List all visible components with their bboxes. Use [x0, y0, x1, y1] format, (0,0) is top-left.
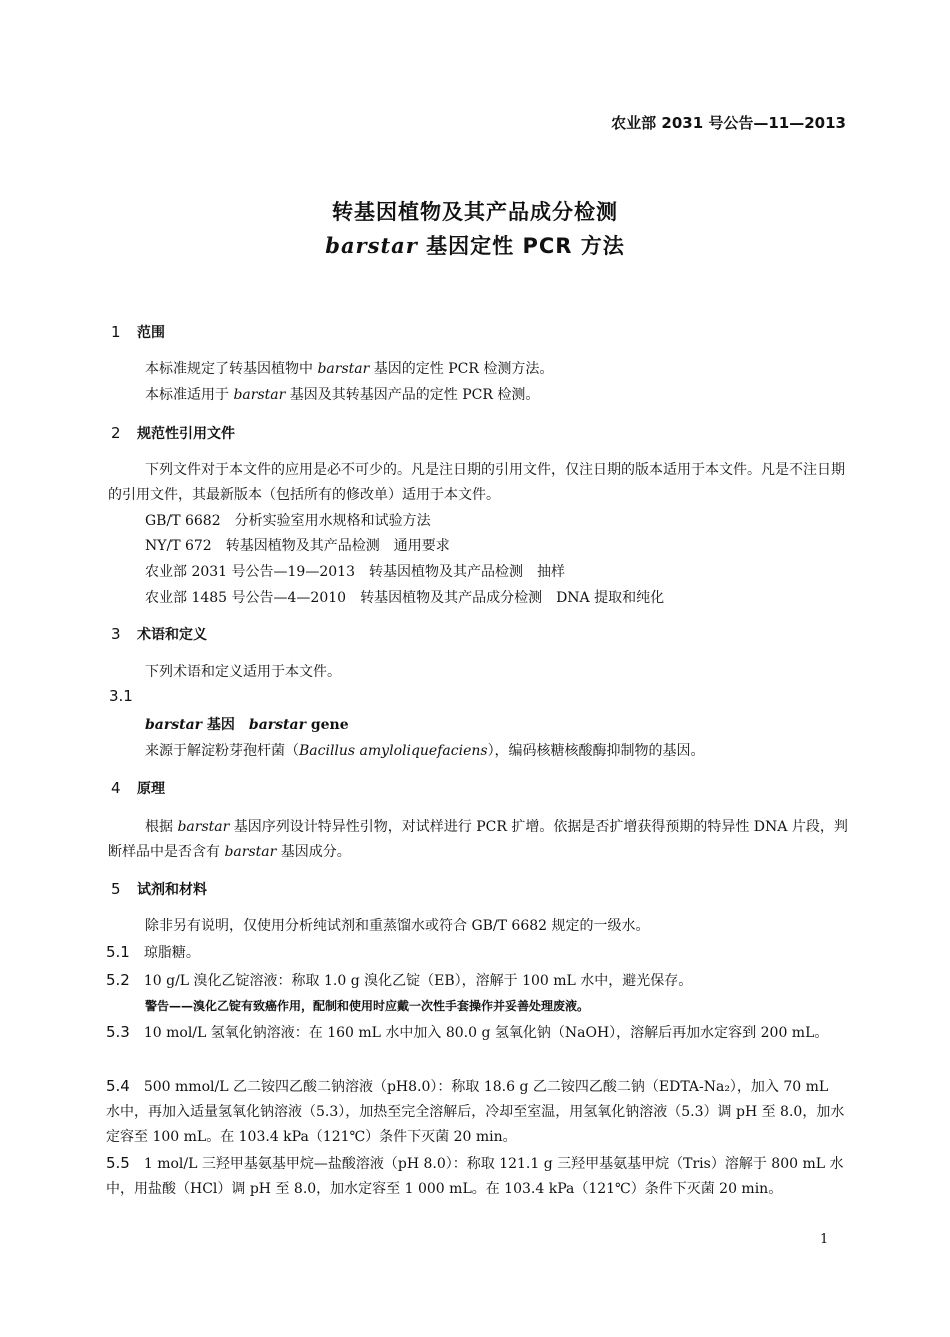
reference-item: GB/T 6682 分析实验室用水规格和试验方法 [145, 513, 431, 529]
title-line-1: 转基因植物及其产品成分检测 [332, 200, 618, 224]
reagent-item: 5.1 琼脂糖。 [106, 943, 200, 961]
term-definition: 来源于解淀粉芽孢杆菌（Bacillus amyloliquefaciens），编码核糖核酸酶抑制物的基因。 [145, 743, 705, 759]
section-5-heading: 5 试剂和材料 [111, 880, 207, 898]
warning-note: 警告——溴化乙锭有致癌作用，配制和使用时应戴一次性手套操作并妥善处理废液。 [145, 999, 590, 1013]
section-5-intro: 除非另有说明，仅使用分析纯试剂和重蒸馏水或符合 GB/T 6682 规定的一级水。 [145, 918, 650, 934]
section-3-paragraph: 下列术语和定义适用于本文件。 [145, 664, 341, 680]
reagent-item: 5.4 500 mmol/L 乙二铵四乙酸二钠溶液（pH8.0）：称取 18.6 g 乙二铵四乙酸二钠（EDTA-Na₂），加入 70 mL 水中，再加入适量氢氧化钠溶液（5.3），加热至完全溶解后，冷却至室温，用氢氧化钠溶液（5.3）调 pH 至 8.0，加水定容至 100 mL。在 103.4 kPa（121℃）条件下灭菌 20 min。 [106, 1077, 845, 1145]
section-2-paragraph: 下列文件对于本文件的应用是必不可少的。凡是注日期的引用文件，仅注日期的版本适用于本文件。凡是不注日期的引用文件，其最新版本（包括所有的修改单）适用于本文件。 [108, 462, 845, 503]
subsection-3-1-number: 3.1 [109, 687, 133, 705]
term-heading: barstar 基因 barstar gene [145, 717, 349, 733]
document-code: 农业部 2031 号公告—11—2013 [611, 114, 846, 132]
section-1-line-1: 本标准规定了转基因植物中 barstar 基因的定性 PCR 检测方法。 [145, 361, 554, 377]
section-4-heading: 4 原理 [111, 779, 165, 797]
title-line-2: barstar 基因定性 PCR 方法 [325, 233, 625, 258]
reagent-item: 5.3 10 mol/L 氢氧化钠溶液：在 160 mL 水中加入 80.0 g 氢氧化钠（NaOH），溶解后再加水定容到 200 mL。 [106, 1023, 829, 1041]
page-number: 1 [820, 1232, 829, 1247]
reference-item: NY/T 672 转基因植物及其产品检测 通用要求 [145, 538, 450, 554]
section-2-heading: 2 规范性引用文件 [111, 424, 235, 442]
section-3-heading: 3 术语和定义 [111, 625, 207, 643]
reagent-item: 5.5 1 mol/L 三羟甲基氨基甲烷—盐酸溶液（pH 8.0）：称取 121.1 g 三羟甲基氨基甲烷（Tris）溶解于 800 mL 水中，用盐酸（HCl）调 pH 至 8.0，加水定容至 1 000 mL。在 103.4 kPa（121℃）条件下灭菌 20 min。 [106, 1154, 844, 1197]
reagent-item: 5.2 10 g/L 溴化乙锭溶液：称取 1.0 g 溴化乙锭（EB），溶解于 100 mL 水中，避光保存。 [106, 971, 693, 989]
reference-item: 农业部 2031 号公告—19—2013 转基因植物及其产品检测 抽样 [145, 564, 565, 580]
section-1-line-2: 本标准适用于 barstar 基因及其转基因产品的定性 PCR 检测。 [145, 387, 540, 403]
section-4-paragraph: 根据 barstar 基因序列设计特异性引物，对试样进行 PCR 扩增。依据是否扩增获得预期的特异性 DNA 片段，判断样品中是否含有 barstar 基因成分。 [108, 819, 848, 860]
reference-item: 农业部 1485 号公告—4—2010 转基因植物及其产品成分检测 DNA 提取和纯化 [145, 590, 665, 606]
section-1-heading: 1 范围 [111, 323, 165, 341]
